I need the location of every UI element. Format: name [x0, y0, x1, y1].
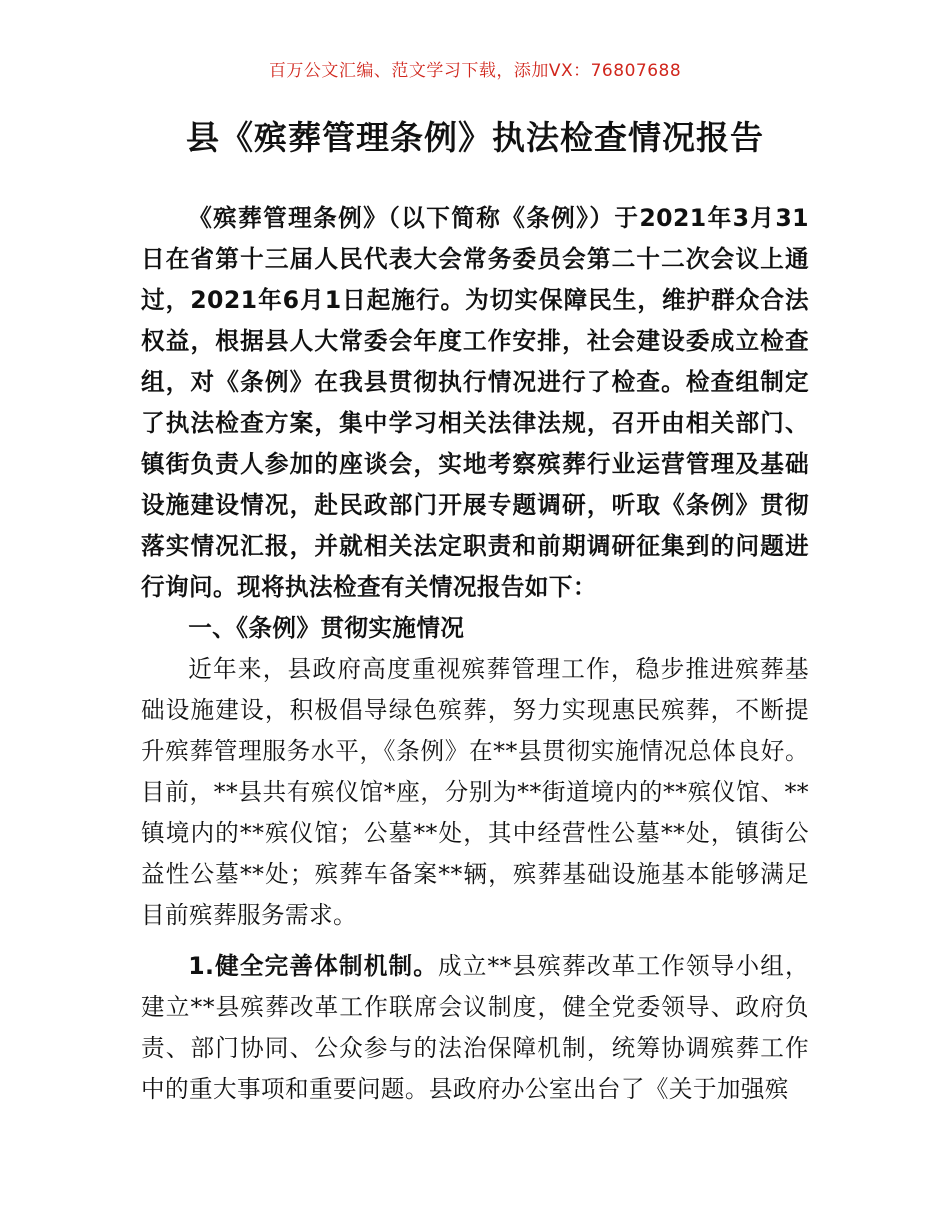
intro-paragraph: 《殡葬管理条例》（以下简称《条例》）于2021年3月31日在省第十三届人民代表大会常务委员会第二十二次会议上通过，2021年6月1日起施行。为切实保障民生，维护群众合法权益，根据县人大常委会年度工作安排，社会建设委成立检查组，对《条例》在我县贯彻执行情况进行了检查。检查组制定了执法检查方案，集中学习相关法律法规，召开由相关部门、镇街负责人参加的座谈会，实地考察殡葬行业运营管理及基础设施建设情况，赴民政部门开展专题调研，听取《条例》贯彻落实情况汇报，并就相关法定职责和前期调研征集到的问题进行询问。现将执法检查有关情况报告如下： — [141, 204, 809, 601]
paragraph-gap — [141, 936, 809, 946]
document-body — [141, 198, 809, 1110]
item1-text: 成立**县殡葬改革工作领导小组，建立**县殡葬改革工作联席会议制度，健全党委领导、政府负责、部门协同、公众参与的法治保障机制，统筹协调殡葬工作中的重大事项和重要问题。县政府办公室出台了《关于加强殡 — [141, 952, 809, 1103]
watermark-text: 百万公文汇编、范文学习下载，添加VX：76807688 — [268, 61, 682, 81]
section1-paragraph: 近年来，县政府高度重视殡葬管理工作，稳步推进殡葬基础设施建设，积极倡导绿色殡葬，努力实现惠民殡葬，不断提升殡葬管理服务水平，《条例》在**县贯彻实施情况总体良好。目前，**县共有殡仪馆*座，分别为**街道境内的**殡仪馆、**镇境内的**殡仪馆；公墓**处，其中经营性公墓**处，镇街公益性公墓**处；殡葬车备案**辆，殡葬基础设施基本能够满足目前殡葬服务需求。 — [141, 655, 809, 929]
item1-lead: 1.健全完善体制机制。 — [188, 952, 438, 980]
document-title: 县《殡葬管理条例》执法检查情况报告 — [186, 118, 764, 157]
section-heading-1: 一、《条例》贯彻实施情况 — [188, 614, 465, 642]
item1-paragraph — [141, 946, 809, 1110]
